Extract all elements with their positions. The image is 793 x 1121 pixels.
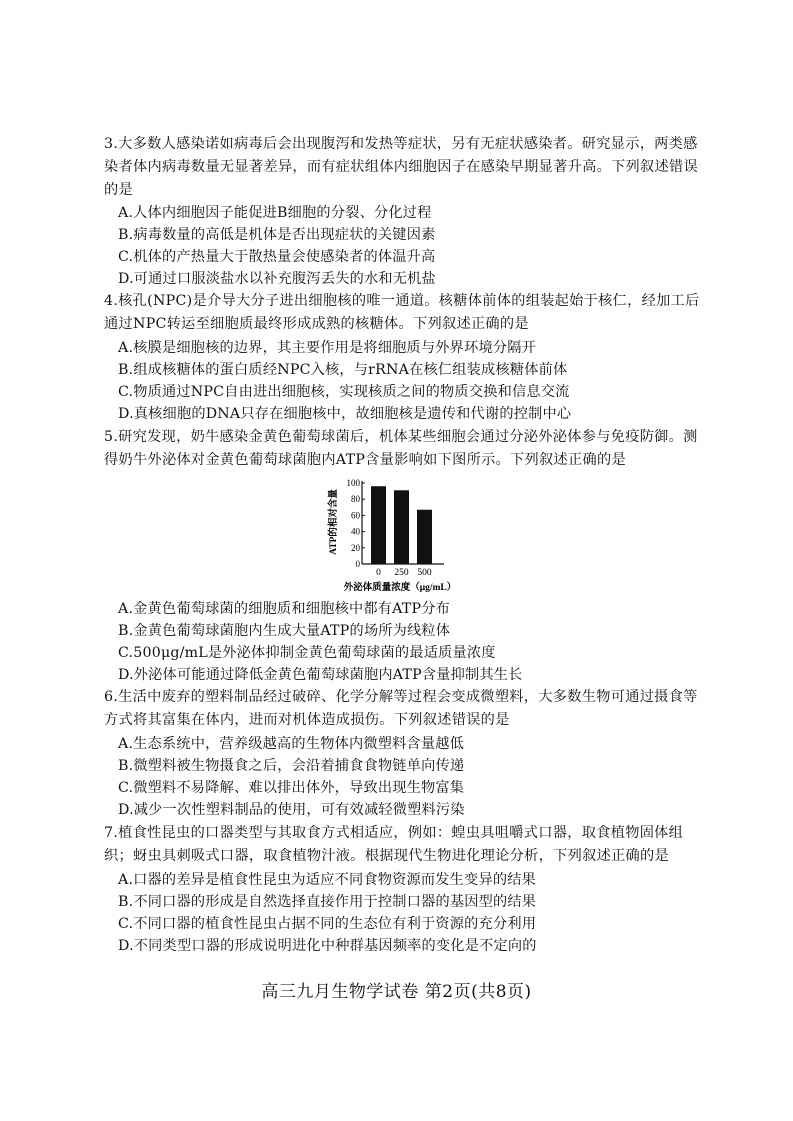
question-5-option-a: A.金黄色葡萄球菌的细胞质和细胞核中都有ATP分布 (118, 601, 450, 617)
bar-250 (394, 490, 409, 564)
chart-y-axis-label: ATP的相对含量 (329, 489, 339, 555)
question-5-option-d: D.外泌体可能通过降低金黄色葡萄球菌胞内ATP含量抑制其生长 (118, 667, 523, 683)
question-6-option-a: A.生态系统中，营养级越高的生物体内微塑料含量越低 (118, 736, 465, 752)
chart-x-axis-label: 外泌体质量浓度（μg/mL） (343, 583, 457, 593)
question-7-stem: 7.植食性昆虫的口器类型与其取食方式相适应，例如：蝗虫具咀嚼式口器，取食植物固体组织；蚜虫具刺吸式口器，取食植物汁液。根据现代生物进化理论分析，下列叙述正确的是 (104, 825, 684, 864)
question-7-option-c: C.不同口器的植食性昆虫占据不同的生态位有利于资源的充分利用 (118, 916, 537, 932)
atp-bar-chart (322, 475, 472, 600)
page-footer: 高三九月生物学试卷 第2页(共8页) (261, 982, 532, 1002)
y-tick-label: 60 (351, 510, 360, 521)
question-4-option-b: B.组成核糖体的蛋白质经NPC入核，与rRNA在核仁组装成核糖体前体 (118, 362, 568, 378)
question-7-option-b: B.不同口器的形成是自然选择直接作用于控制口器的基因型的结果 (118, 894, 537, 910)
question-5-option-b: B.金黄色葡萄球菌胞内生成大量ATP的场所为线粒体 (118, 623, 451, 639)
question-3-option-a: A.人体内细胞因子能促进B细胞的分裂、分化过程 (118, 205, 432, 221)
y-tick-label: 40 (351, 526, 360, 537)
question-7-option-d: D.不同类型口器的形成说明进化中种群基因频率的变化是不定向的 (118, 938, 537, 954)
question-3-stem: 3.大多数人感染诺如病毒后会出现腹泻和发热等症状，另有无症状感染者。研究显示，两类感染者体内病毒数量无显著差异，而有症状组体内细胞因子在感染早期显著升高。下列叙述错误的是 (104, 136, 698, 198)
question-5-option-c: C.500μg/mL是外泌体抑制金黄色葡萄球菌的最适质量浓度 (118, 645, 496, 661)
question-4-option-a: A.核膜是细胞核的边界，其主要作用是将细胞质与外界环境分隔开 (118, 340, 537, 356)
question-3-option-c: C.机体的产热量大于散热量会使感染者的体温升高 (118, 249, 436, 265)
bar-500 (417, 510, 432, 564)
x-tick-label: 250 (394, 568, 409, 578)
question-6-stem: 6.生活中废弃的塑料制品经过破碎、化学分解等过程会变成微塑料，大多数生物可通过摄食等方式将其富集在体内，进而对机体造成损伤。下列叙述错误的是 (104, 689, 698, 728)
question-6-option-b: B.微塑料被生物摄食之后，会沿着捕食食物链单向传递 (118, 758, 465, 774)
question-5-stem: 5.研究发现，奶牛感染金黄色葡萄球菌后，机体某些细胞会通过分泌外泌体参与免疫防御。测得奶牛外泌体对金黄色葡萄球菌胞内ATP含量影响如下图所示。下列叙述正确的是 (104, 429, 698, 468)
bar-0 (371, 486, 386, 564)
question-6-option-d: D.减少一次性塑料制品的使用，可有效减轻微塑料污染 (118, 802, 465, 818)
x-tick-label: 0 (376, 568, 381, 578)
y-tick-label: 0 (355, 559, 360, 569)
question-4-option-d: D.真核细胞的DNA只存在细胞核中，故细胞核是遗传和代谢的控制中心 (118, 406, 572, 422)
question-6-option-c: C.微塑料不易降解、难以排出体外，导致出现生物富集 (118, 780, 465, 796)
question-3-option-b: B.病毒数量的高低是机体是否出现症状的关键因素 (118, 227, 436, 243)
y-tick-label: 100 (346, 478, 360, 488)
question-7-option-a: A.口器的差异是植食性昆虫为适应不同食物资源而发生变异的结果 (118, 872, 537, 888)
x-tick-label: 500 (417, 568, 432, 578)
y-tick-label: 80 (351, 494, 360, 505)
question-4-option-c: C.物质通过NPC自由进出细胞核，实现核质之间的物质交换和信息交流 (118, 384, 570, 400)
question-4-stem: 4.核孔(NPC)是介导大分子进出细胞核的唯一通道。核糖体前体的组装起始于核仁，经加工后通过NPC转运至细胞质最终形成成熟的核糖体。下列叙述正确的是 (104, 293, 700, 332)
question-3-option-d: D.可通过口服淡盐水以补充腹泻丢失的水和无机盐 (118, 271, 436, 287)
y-tick-label: 20 (351, 542, 360, 553)
